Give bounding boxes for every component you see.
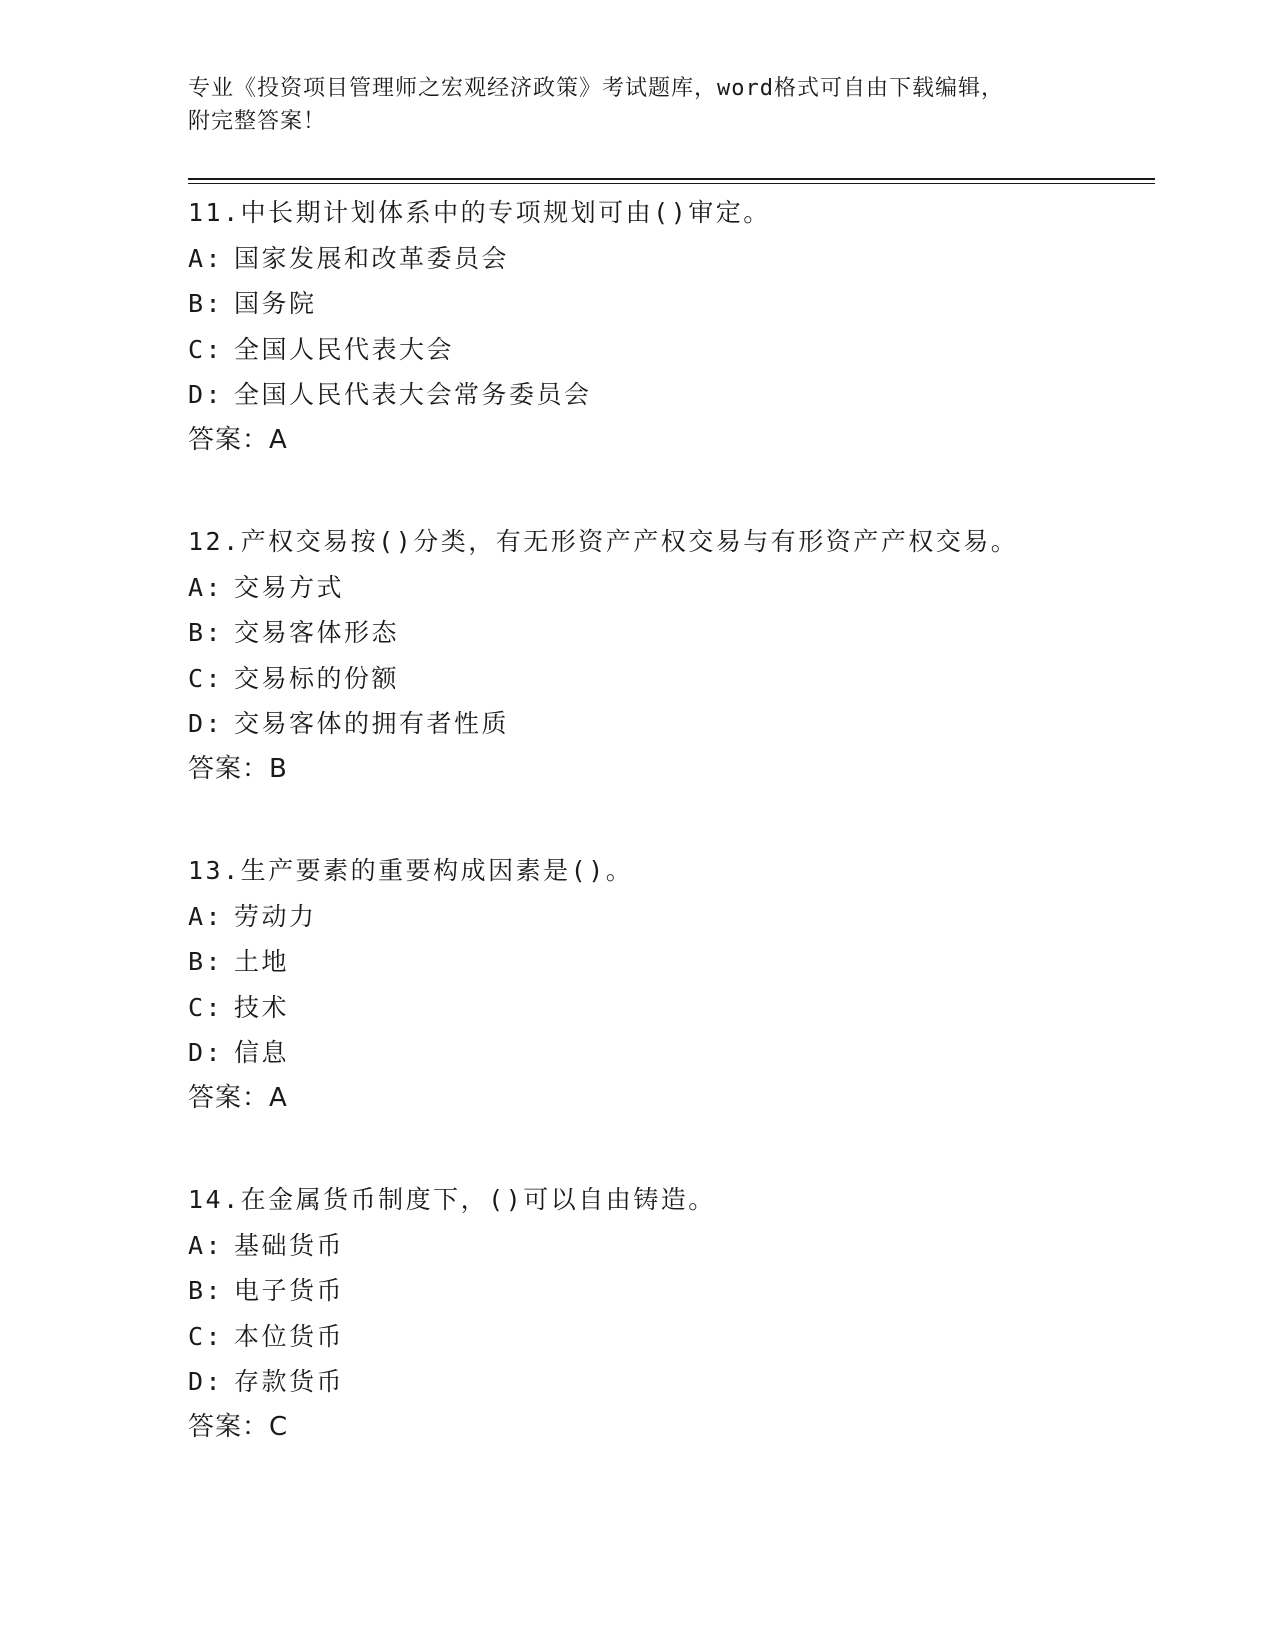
option-text: 全国人民代表大会常务委员会 — [234, 380, 592, 409]
option-text: 存款货币 — [234, 1367, 345, 1396]
answer-line — [188, 1076, 1148, 1122]
option-d — [188, 1359, 1148, 1405]
option-a — [188, 236, 1148, 282]
option-a — [188, 565, 1148, 611]
option-d — [188, 701, 1148, 747]
option-b — [188, 610, 1148, 656]
option-b — [188, 1268, 1148, 1314]
answer-label: 答案： — [188, 424, 270, 455]
question-11 — [188, 190, 1148, 463]
option-a — [188, 1223, 1148, 1269]
option-a — [188, 894, 1148, 940]
option-label: A: — [188, 243, 224, 273]
answer-label: 答案： — [188, 753, 270, 784]
header-line-1: 专业《投资项目管理师之宏观经济政策》考试题库，word格式可自由下载编辑， — [188, 76, 1004, 101]
option-d — [188, 372, 1148, 418]
header-divider-thick — [188, 178, 1155, 180]
option-b — [188, 281, 1148, 327]
answer-value: A — [269, 1082, 288, 1113]
option-text: 劳动力 — [234, 901, 317, 931]
option-label: A: — [188, 572, 224, 602]
option-c — [188, 656, 1148, 702]
option-text: 交易客体形态 — [234, 618, 400, 647]
option-label: B: — [188, 947, 224, 976]
option-label: D: — [188, 1038, 224, 1067]
answer-line — [188, 1405, 1148, 1451]
header-divider-thin — [188, 183, 1155, 184]
answer-label: 答案： — [188, 1082, 270, 1113]
question-stem: 14.在金属货币制度下，()可以自由铸造。 — [188, 1185, 716, 1214]
answer-label: 答案： — [188, 1411, 270, 1442]
option-b — [188, 939, 1148, 985]
option-label: C: — [188, 1321, 224, 1351]
question-12 — [188, 519, 1148, 792]
answer-line — [188, 747, 1148, 793]
answer-value: A — [269, 424, 288, 455]
question-13 — [188, 848, 1148, 1121]
option-text: 电子货币 — [234, 1276, 345, 1305]
option-text: 技术 — [234, 992, 290, 1022]
option-text: 国务院 — [234, 289, 317, 318]
question-stem: 13.生产要素的重要构成因素是()。 — [188, 856, 634, 885]
option-label: A: — [188, 1230, 224, 1260]
question-14 — [188, 1177, 1148, 1450]
question-list — [188, 190, 1148, 1506]
option-label: D: — [188, 1367, 224, 1396]
option-c — [188, 985, 1148, 1031]
document-header — [188, 72, 1088, 138]
option-text: 国家发展和改革委员会 — [234, 243, 510, 273]
option-label: D: — [188, 380, 224, 409]
option-label: B: — [188, 289, 224, 318]
option-c — [188, 327, 1148, 373]
option-label: C: — [188, 334, 224, 364]
answer-value: C — [269, 1411, 289, 1442]
header-line-2: 附完整答案！ — [188, 109, 327, 134]
option-label: B: — [188, 1276, 224, 1305]
option-text: 信息 — [234, 1038, 290, 1067]
option-label: C: — [188, 992, 224, 1022]
option-label: A: — [188, 901, 224, 931]
option-text: 交易方式 — [234, 572, 345, 602]
option-label: B: — [188, 618, 224, 647]
question-stem: 11.中长期计划体系中的专项规划可由()审定。 — [188, 198, 771, 227]
answer-line — [188, 418, 1148, 464]
option-text: 土地 — [234, 947, 290, 976]
option-text: 交易标的份额 — [234, 663, 400, 693]
option-label: D: — [188, 709, 224, 738]
option-label: C: — [188, 663, 224, 693]
option-c — [188, 1314, 1148, 1360]
answer-value: B — [269, 753, 288, 784]
option-d — [188, 1030, 1148, 1076]
option-text: 全国人民代表大会 — [234, 334, 455, 364]
question-stem: 12.产权交易按()分类，有无形资产产权交易与有形资产产权交易。 — [188, 527, 1019, 556]
option-text: 交易客体的拥有者性质 — [234, 709, 510, 738]
option-text: 本位货币 — [234, 1321, 345, 1351]
option-text: 基础货币 — [234, 1230, 345, 1260]
